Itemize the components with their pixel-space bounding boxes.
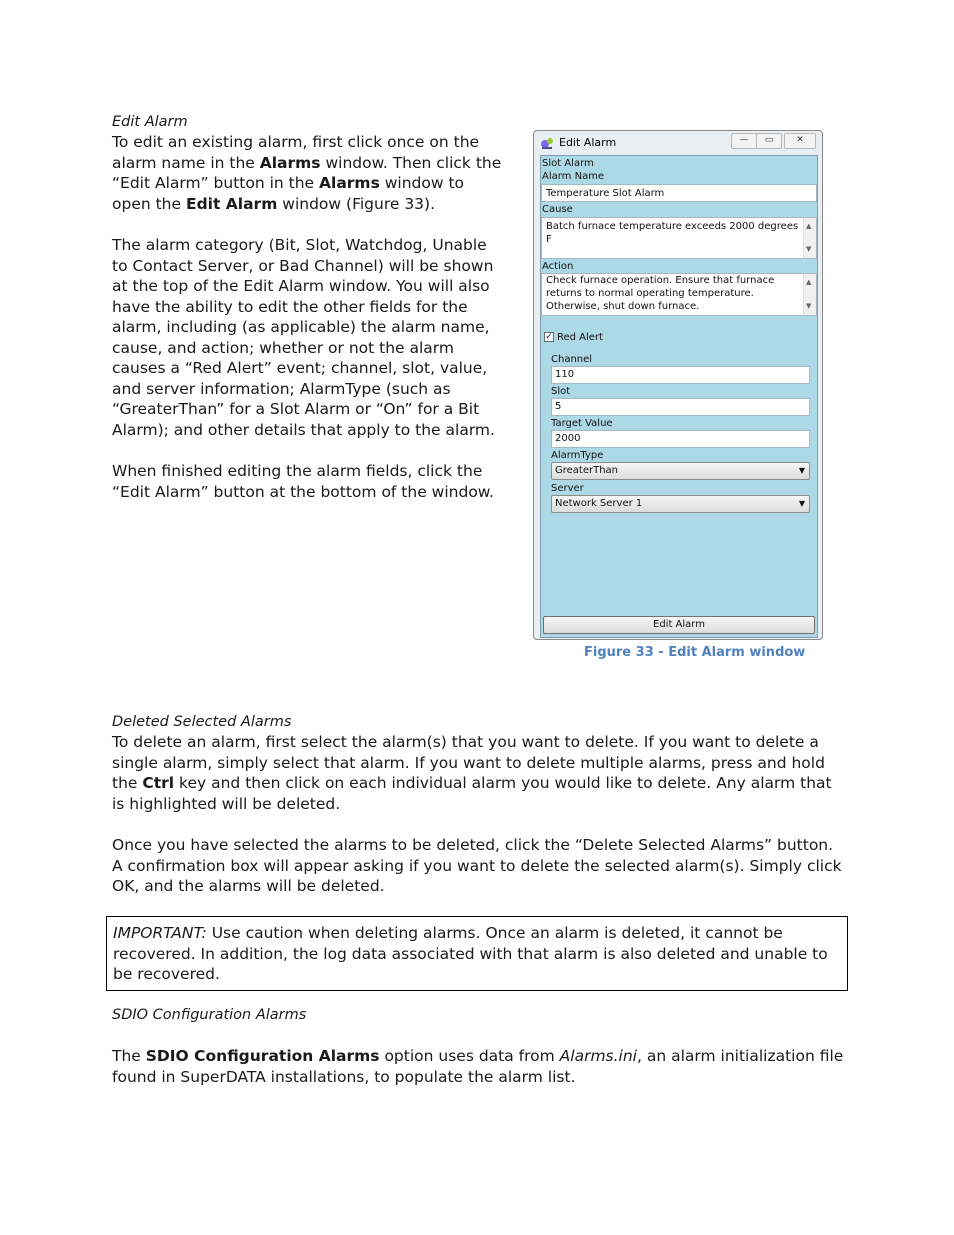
alarm-app-icon	[540, 136, 554, 150]
text-run: window. Then click the “Edit Alarm” button in the	[112, 153, 502, 192]
action-textarea[interactable]	[541, 273, 817, 316]
edit-alarm-paragraph-2: The alarm category (Bit, Slot, Watchdog, Unable to Contact Server, or Bad Channel) will be shown at the top of the Edit Alarm window. You will also have the ability to edit the other fields for the alarm, including (as applicable) the alarm name, cause, and action; whether or not the alarm causes a “Red Alert” event; channel, slot, value, and server information; AlarmType (such as “GreaterThan” for a Slot Alarm or “On” for a Bit Alarm); and other details that apply to the alarm.	[112, 236, 495, 439]
action-text: Check furnace operation. Ensure that furnace returns to normal operating temperature. Otherwise, shut down furnace.	[546, 275, 775, 312]
important-note-text	[113, 923, 837, 985]
channel-label: Channel	[551, 354, 593, 365]
section-heading-delete-alarms: Deleted Selected Alarms	[112, 714, 292, 730]
window-title: Edit Alarm	[559, 136, 617, 149]
alarmtype-value: GreaterThan	[555, 465, 619, 476]
figure-caption: Figure 33 - Edit Alarm window	[584, 645, 806, 660]
alarm-name-label: Alarm Name	[542, 171, 605, 182]
sdio-paragraph	[112, 1046, 847, 1087]
scroll-down-icon[interactable]: ▼	[806, 245, 812, 253]
cause-textarea[interactable]	[541, 217, 817, 259]
scroll-up-icon[interactable]: ▲	[806, 278, 812, 286]
delete-alarms-paragraph-2: Once you have selected the alarms to be deleted, click the “Delete Selected Alarms” button. A confirmation box will appear asking if you want to delete the selected alarm(s). Simply click OK, and the alarms will be deleted.	[112, 836, 842, 895]
target-value-label: Target Value	[551, 418, 613, 429]
minimize-button[interactable]: —	[731, 133, 757, 149]
edit-alarm-button[interactable]: Edit Alarm	[543, 616, 815, 634]
alarm-category-label: Slot Alarm	[542, 158, 594, 169]
edit-alarm-window	[533, 130, 823, 640]
dropdown-arrow-icon: ▼	[798, 499, 805, 508]
text-run: To delete an alarm, first select the alarm(s) that you want to delete. If you want to delete a single alarm, simply select that alarm. If you want to delete multiple alarms, press and hold the	[112, 733, 825, 792]
server-value: Network Server 1	[555, 498, 643, 509]
slot-label: Slot	[551, 386, 571, 397]
text-run: option uses data from	[379, 1047, 560, 1065]
edit-alarm-paragraph-1	[112, 132, 504, 214]
server-label: Server	[551, 483, 584, 494]
text-run: , an alarm initialization file found in SuperDATA installations, to populate the alarm list.	[112, 1047, 844, 1086]
scroll-down-icon[interactable]: ▼	[806, 302, 812, 310]
italic-run: Alarms.ini	[559, 1047, 637, 1065]
cause-scrollbar[interactable]	[803, 218, 816, 258]
section-heading-sdio: SDIO Configuration Alarms	[112, 1007, 307, 1023]
dropdown-arrow-icon: ▼	[798, 466, 805, 475]
window-client-area	[540, 155, 818, 638]
slot-input[interactable]: 5	[551, 398, 810, 416]
delete-alarms-paragraph-1	[112, 732, 847, 814]
maximize-button[interactable]: ▭	[756, 133, 782, 149]
target-value-input[interactable]: 2000	[551, 430, 810, 448]
important-note-box	[106, 916, 848, 991]
channel-input[interactable]: 110	[551, 366, 810, 384]
section-heading-edit-alarm: Edit Alarm	[112, 114, 188, 130]
action-scrollbar[interactable]	[803, 274, 816, 315]
cause-label: Cause	[542, 204, 573, 215]
alarmtype-select[interactable]	[551, 462, 810, 480]
edit-alarm-paragraph-3: When finished editing the alarm fields, click the “Edit Alarm” button at the bottom of the window.	[112, 462, 494, 501]
bold-run: Alarms	[259, 153, 321, 172]
server-select[interactable]	[551, 495, 810, 513]
red-alert-checkbox[interactable]: ✓	[545, 332, 553, 342]
bold-run: Alarms	[319, 174, 380, 192]
close-button[interactable]: ✕	[784, 133, 816, 149]
alarm-name-input[interactable]: Temperature Slot Alarm	[541, 184, 817, 202]
important-label: IMPORTANT:	[113, 924, 207, 942]
text-run: To edit an existing alarm, first click once on the alarm name in the	[112, 133, 480, 172]
text-run: The	[112, 1047, 146, 1065]
text-run: window to open the	[112, 174, 465, 213]
bold-run: Edit Alarm	[185, 194, 278, 213]
bold-run: Ctrl	[142, 774, 175, 792]
red-alert-label: Red Alert	[557, 332, 603, 343]
text-run: key and then click on each individual alarm you would like to delete. Any alarm that is highlighted will be deleted.	[112, 774, 832, 813]
bold-run: SDIO Configuration Alarms	[145, 1047, 380, 1065]
scroll-up-icon[interactable]: ▲	[806, 222, 812, 230]
important-body: Use caution when deleting alarms. Once an alarm is deleted, it cannot be recovered. In addition, the log data associated with that alarm is also deleted and unable to be recovered.	[113, 924, 828, 983]
text-run: window (Figure 33).	[277, 194, 436, 213]
alarmtype-label: AlarmType	[551, 450, 604, 461]
cause-text: Batch furnace temperature exceeds 2000 degrees F	[546, 221, 799, 245]
action-label: Action	[542, 261, 574, 272]
